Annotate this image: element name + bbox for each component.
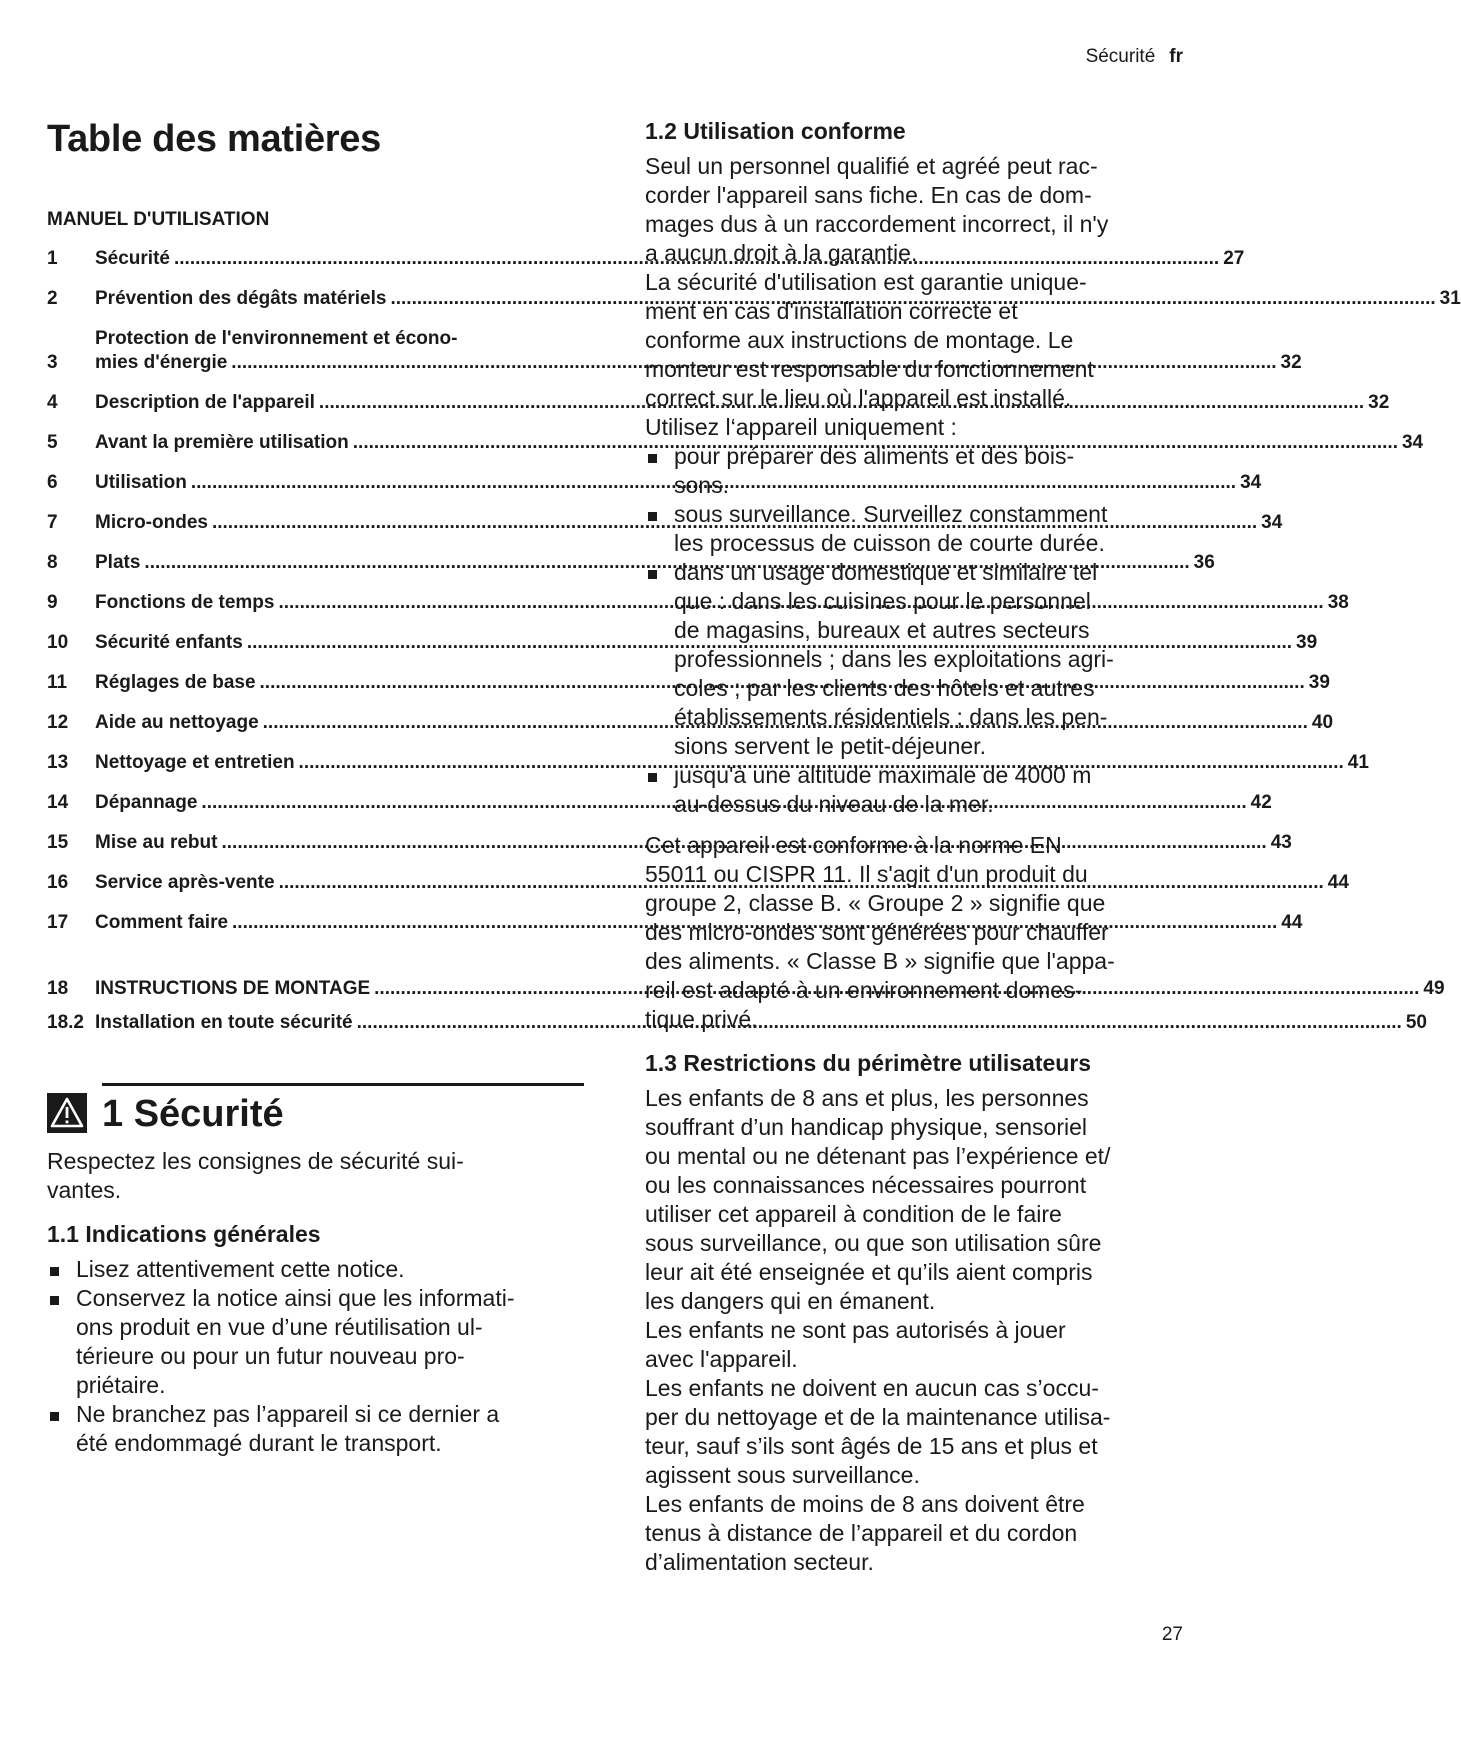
list-item: Conservez la notice ainsi que les informati- ons produit en vue d’une réutilisation ul- térieure ou pour un futur nouveau pro- priétaire. [47, 1284, 584, 1400]
toc-entry[interactable] [47, 631, 1318, 655]
list-item: dans un usage domestique et similaire tel que : dans les cuisines pour le personnel de magasins, bureaux et autres secteurs professionnels ; dans les exploitations agri- coles ; par les clients des hôtels et autres établissements résidentiels ; dans les pen- sions servent le petit-déjeuner. [645, 558, 1185, 761]
toc-entry-title: Aide au nettoyage [95, 712, 259, 733]
toc-title: Table des matières [47, 118, 381, 160]
toc-entry[interactable] [47, 1011, 1427, 1035]
toc-gap [47, 951, 584, 977]
toc-entry-page: 44 [1281, 912, 1303, 933]
toc-entry[interactable] [47, 711, 1334, 735]
toc-entry-page: 40 [1311, 712, 1334, 733]
section-1-2-title: 1.2 Utilisation conforme [645, 118, 906, 144]
toc-entry[interactable] [47, 287, 1461, 311]
toc-entry[interactable] [47, 551, 1215, 575]
toc-entry-title: Utilisation [95, 472, 187, 493]
toc-entry-title: Dépannage [95, 792, 198, 813]
running-header [1086, 46, 1183, 68]
section-1-2-list [645, 442, 1185, 819]
toc-entry-page: 49 [1423, 978, 1445, 999]
toc-entry-page: 34 [1261, 512, 1283, 533]
list-item: pour préparer des aliments et des bois- sons. [645, 442, 1185, 500]
toc-entry[interactable] [47, 431, 1424, 455]
toc-entry-title: Avant la première utilisation [95, 432, 349, 453]
toc-entry-page: 44 [1327, 872, 1349, 893]
section-rule [102, 1083, 584, 1086]
section-1-2-para-2: Cet appareil est conforme à la norme EN 55011 ou CISPR 11. Il s'agit d'un produit du groupe 2, classe B. « Groupe 2 » signifie que des micro-ondes sont générées pour chauffer des aliments. « Classe B » signifie que l'appa- reil est adapté à un environnement domes- tique privé. [645, 832, 1115, 1032]
toc-entry-number: 8 [47, 552, 58, 573]
toc-entry-page: 38 [1327, 592, 1349, 613]
toc-entry[interactable] [47, 327, 1302, 375]
toc-entry-number: 11 [47, 672, 68, 693]
toc-entry-title: Mise au rebut [95, 832, 218, 853]
toc-entry[interactable] [47, 791, 1272, 815]
toc-entry-number: 18 [47, 978, 69, 999]
toc-entry-page: 43 [1270, 832, 1292, 853]
header-section: Sécurité [1085, 46, 1156, 67]
list-item: Ne branchez pas l’appareil si ce dernier a été endommagé durant le transport. [47, 1400, 584, 1458]
list-item: jusqu'à une altitude maximale de 4000 m au-dessus du niveau de la mer. [645, 761, 1185, 819]
toc-entry-number: 13 [47, 752, 69, 773]
page-number: 27 [1161, 1624, 1183, 1645]
toc-entry-number: 3 [47, 352, 58, 373]
toc-entry-page: 32 [1368, 392, 1390, 413]
toc-entry-page: 32 [1280, 352, 1302, 373]
toc-entry-number: 9 [47, 592, 58, 613]
toc-entry-number: 4 [47, 392, 58, 413]
toc-entry-number: 17 [47, 912, 69, 933]
toc-entry-number: 1 [47, 248, 58, 269]
toc-entry-title: Installation en toute sécurité [95, 1012, 353, 1033]
toc-entry[interactable] [47, 751, 1369, 775]
toc-entry-page: 31 [1439, 288, 1461, 309]
toc-entry-title: Comment faire [95, 912, 229, 933]
toc-entry-title: Description de l'appareil [95, 392, 315, 413]
toc-entry-page: 41 [1347, 752, 1369, 773]
toc-entry-page: 39 [1308, 672, 1330, 693]
toc-entry[interactable] [47, 831, 1292, 855]
right-column [645, 116, 1185, 1577]
section-1-2-para-1: Seul un personnel qualifié et agréé peut rac- corder l'appareil sans fiche. En cas de dom- mages dus à un raccordement incorrect, il n'y a aucun droit à la garantie. La sécurité d'utilisation est garantie unique- ment en cas d'installation correcte et conforme aux instructions de montage. Le monteur est responsable du fonctionnement correct sur le lieu où l'appareil est installé. Utilisez l‘appareil uniquement : [645, 153, 1109, 440]
section-1-header [47, 1083, 584, 1141]
toc-entry-number: 12 [47, 712, 69, 733]
toc-entry-title: Réglages de base [95, 672, 256, 693]
toc-entry-number: 10 [47, 632, 69, 653]
toc-entry[interactable] [47, 671, 1330, 695]
toc-entry-page: 27 [1223, 248, 1245, 269]
toc-entry-page: 34 [1401, 432, 1424, 453]
toc-entry-title: Prévention des dégâts matériels [95, 288, 387, 309]
toc-entry-page: 50 [1405, 1012, 1427, 1033]
toc-entry-title: Fonctions de temps [95, 592, 275, 613]
toc-entry-number: 6 [47, 472, 58, 493]
section-1-3-title: 1.3 Restrictions du périmètre utilisateurs [645, 1050, 1092, 1076]
toc-entry-title: Service après-vente [95, 872, 275, 893]
toc-entry-page: 39 [1296, 632, 1318, 653]
toc-entry-number: 7 [47, 512, 58, 533]
toc-install-list [47, 977, 1445, 1035]
toc-entry[interactable] [47, 977, 1445, 1001]
toc-entry-title: Sécurité enfants [95, 632, 243, 653]
toc-entry-title: Nettoyage et entretien [95, 752, 295, 773]
list-item: sous surveillance. Surveillez constamment les processus de cuisson de courte durée. [645, 500, 1185, 558]
section-1-intro: Respectez les consignes de sécurité sui- vantes. [47, 1148, 464, 1203]
toc-manual-heading: MANUEL D'UTILISATION [47, 209, 270, 230]
toc-entry-title: Plats [95, 552, 141, 573]
toc-entry-number: 18.2 [47, 1012, 84, 1033]
toc-entry[interactable] [47, 591, 1349, 615]
toc-entry-page: 34 [1240, 472, 1262, 493]
toc-entry-number: 5 [47, 432, 58, 453]
toc-entry-number: 14 [47, 792, 69, 813]
toc-entry-title: INSTRUCTIONS DE MONTAGE [95, 978, 371, 999]
toc-entry[interactable] [47, 911, 1303, 935]
toc-entry[interactable] [47, 247, 1245, 271]
toc-entry-title: Micro-ondes [95, 512, 208, 533]
toc-entry-number: 16 [47, 872, 69, 893]
toc-entry-title: Protection de l'environnement et écono- [95, 328, 458, 349]
section-1-title: 1 Sécurité [102, 1093, 284, 1135]
list-item: Lisez attentivement cette notice. [47, 1255, 584, 1284]
section-1-3-para: Les enfants de 8 ans et plus, les personnes souffrant d’un handicap physique, sensoriel ou mental ou ne détenant pas l’expérience et/ ou les connaissances nécessaires pourront utiliser cet appareil à condition de le faire sous surveillance, ou que son utilisation sûre leur ait été enseignée et qu’ils aient compris les dangers qui en émanent. Les enfants ne sont pas autorisés à jouer avec l'appareil. Les enfants ne doivent en aucun cas s’occu- per du nettoyage et de la maintenance utilisa- teur, sauf s’ils sont âgés de 15 ans et plus et agissent sous surveillance. Les enfants de moins de 8 ans doivent être tenus à distance de l’appareil et du cordon d’alimentation secteur. [645, 1085, 1111, 1575]
section-1-1-list [47, 1255, 584, 1458]
toc-entry[interactable] [47, 871, 1349, 895]
toc-entry[interactable] [47, 391, 1390, 415]
toc-entry-title: Sécurité [95, 248, 170, 269]
warning-triangle-icon [47, 1093, 87, 1133]
toc-entry-number: 15 [47, 832, 69, 853]
toc-entry-page: 36 [1193, 552, 1215, 573]
toc-entry-page: 42 [1250, 792, 1272, 813]
section-1-1-title: 1.1 Indications générales [47, 1221, 321, 1247]
toc-entry[interactable] [47, 471, 1262, 495]
toc-entry-title: mies d'énergie [95, 352, 228, 373]
header-language: fr [1169, 46, 1183, 67]
toc-entry[interactable] [47, 511, 1283, 535]
toc-entry-number: 2 [47, 288, 58, 309]
